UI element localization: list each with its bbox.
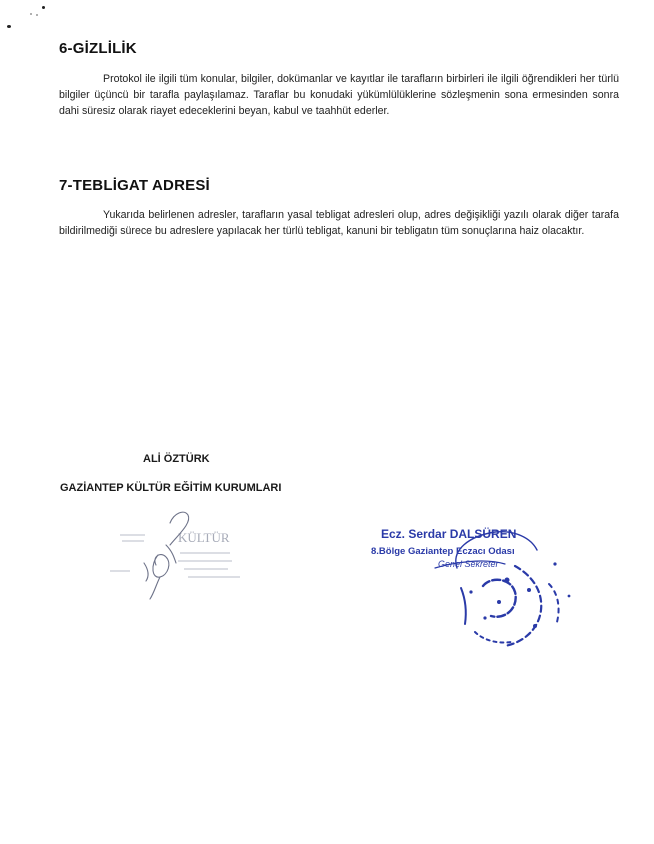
section-6-title: 6-GİZLİLİK bbox=[59, 40, 137, 57]
left-stamp-text: KÜLTÜR bbox=[178, 530, 230, 545]
left-stamp-and-signature bbox=[100, 505, 270, 605]
section-7-title: 7-TEBLİGAT ADRESİ bbox=[59, 177, 210, 194]
scan-speck bbox=[36, 14, 38, 16]
right-signatory-office: 8.Bölge Gaziantep Eczacı Odası bbox=[371, 546, 515, 557]
left-signatory-name: ALİ ÖZTÜRK bbox=[143, 453, 210, 465]
left-signatory-organization: GAZİANTEP KÜLTÜR EĞİTİM KURUMLARI bbox=[60, 482, 282, 494]
right-signatory-name: Ecz. Serdar DALSÜREN bbox=[381, 527, 517, 541]
section-7-body: Yukarıda belirlenen adresler, tarafların yasal tebligat adresleri olup, adres değişikliği yazılı olarak diğer tarafa bildirilmediği sürece bu adreslere yapılacak her türlü tebligat, kanuni bir tebligatın tüm sonuçlarına haiz olacaktır. bbox=[59, 209, 619, 237]
scan-speck bbox=[42, 6, 45, 9]
scan-speck bbox=[30, 13, 32, 15]
scan-speck bbox=[7, 25, 11, 28]
section-6-body: Protokol ile ilgili tüm konular, bilgiler, dokümanlar ve kayıtlar ile tarafların birbirleri ile ilgili öğrendikleri her türlü bilgiler üçüncü bir tarafla paylaşılamaz. Taraflar bu konudaki yükümlülüklerine sözleşmenin sona ermesinden sonra dahi süresiz olarak riayet edeceklerini beyan, kabul ve taahhüt ederler. bbox=[59, 73, 619, 117]
right-signatory-role: Genel Sekreter bbox=[438, 559, 499, 569]
right-stamp-and-signature bbox=[365, 518, 595, 653]
